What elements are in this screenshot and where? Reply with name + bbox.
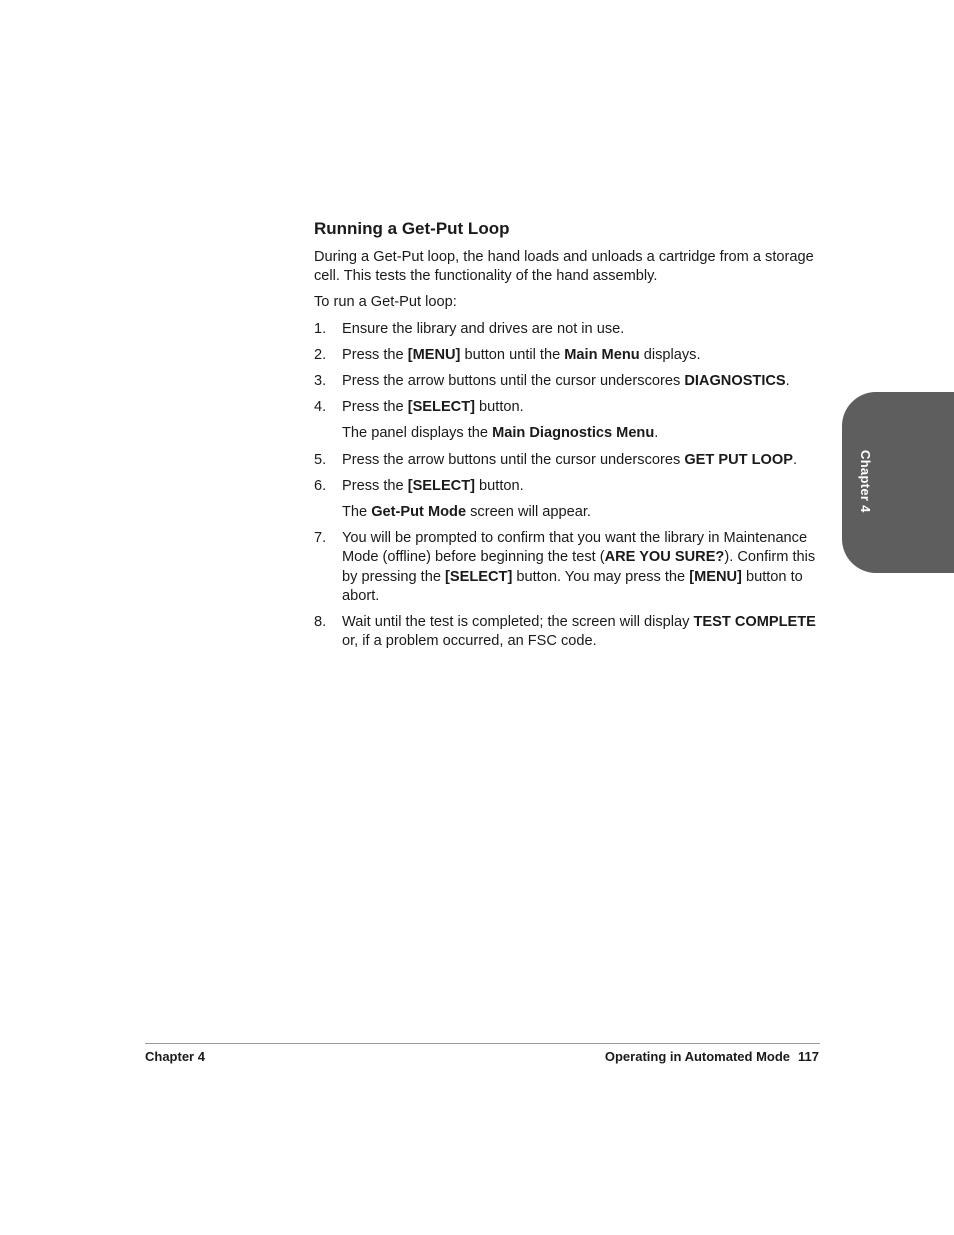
footer-divider (145, 1043, 820, 1044)
step-number: 6. (314, 477, 327, 494)
note-text: The panel displays the (342, 425, 493, 442)
step-6-note (314, 503, 824, 522)
step-number: 2. (314, 346, 327, 363)
step-4-note (314, 424, 824, 443)
step-number: 8. (314, 614, 327, 631)
step-number: 3. (314, 373, 327, 390)
step-text: button to abort. (342, 568, 803, 604)
step-3 (314, 372, 824, 391)
main-diagnostics-menu-ref: Main Diagnostics Menu (492, 425, 655, 442)
note-text: screen will appear. (466, 504, 591, 521)
select-button-ref: [SELECT] (407, 477, 475, 494)
get-put-loop-ref: GET PUT LOOP (684, 451, 793, 468)
footer-section-title: Operating in Automated Mode (604, 1049, 791, 1064)
step-number: 1. (314, 320, 327, 337)
page-number: 117 (798, 1049, 819, 1064)
step-text: Press the (342, 399, 408, 416)
note-text: . (654, 425, 659, 442)
steps-list (314, 320, 824, 652)
step-text: button. (475, 477, 524, 494)
step-text: Press the arrow buttons until the cursor underscores (342, 373, 685, 390)
footer-chapter: Chapter 4 (145, 1049, 205, 1064)
intro-paragraph: During a Get-Put loop, the hand loads and unloads a cartridge from a storage cell. This tests the functionality of the hand assembly. (314, 249, 814, 285)
step-text: Wait until the test is completed; the screen will display (342, 614, 694, 631)
step-text: displays. (639, 346, 701, 363)
step-1 (314, 320, 824, 339)
step-text: button. (475, 399, 524, 416)
step-text: Ensure the library and drives are not in use. (342, 320, 625, 337)
are-you-sure-ref: ARE YOU SURE? (604, 549, 725, 566)
menu-button-ref: [MENU] (407, 346, 461, 363)
step-text: ). Confirm this by pressing the (342, 549, 816, 585)
step-number: 4. (314, 399, 327, 416)
step-number: 7. (314, 530, 327, 547)
test-complete-ref: TEST COMPLETE (693, 614, 816, 631)
step-text: or, if a problem occurred, an FSC code. (342, 633, 597, 650)
step-5 (314, 451, 824, 470)
diagnostics-ref: DIAGNOSTICS (684, 373, 786, 390)
step-8 (314, 613, 824, 651)
step-text: button until the (460, 346, 565, 363)
select-button-ref: [SELECT] (407, 399, 475, 416)
step-6 (314, 477, 824, 496)
main-menu-ref: Main Menu (564, 346, 640, 363)
get-put-mode-ref: Get-Put Mode (371, 504, 467, 521)
step-7 (314, 529, 824, 606)
step-text: Press the (342, 477, 408, 494)
step-number: 5. (314, 451, 327, 468)
step-text: Press the (342, 346, 408, 363)
section-heading: Running a Get-Put Loop (314, 219, 510, 238)
lead-paragraph: To run a Get-Put loop: (314, 294, 457, 311)
step-text: You will be prompted to confirm that you want the library in Maintenance Mode (offline) before beginning the test ( (342, 530, 808, 566)
step-text: button. You may press the (512, 568, 690, 585)
note-text: The (342, 504, 372, 521)
footer-right (605, 1049, 819, 1064)
select-button-ref: [SELECT] (445, 568, 513, 585)
step-4 (314, 398, 824, 417)
main-content (314, 218, 824, 658)
chapter-tab-label: Chapter 4 (858, 450, 873, 513)
menu-button-ref: [MENU] (689, 568, 742, 585)
step-text: . (792, 451, 798, 468)
step-2 (314, 346, 824, 365)
step-text: . (785, 373, 790, 390)
step-text: Press the arrow buttons until the cursor underscores (342, 451, 685, 468)
